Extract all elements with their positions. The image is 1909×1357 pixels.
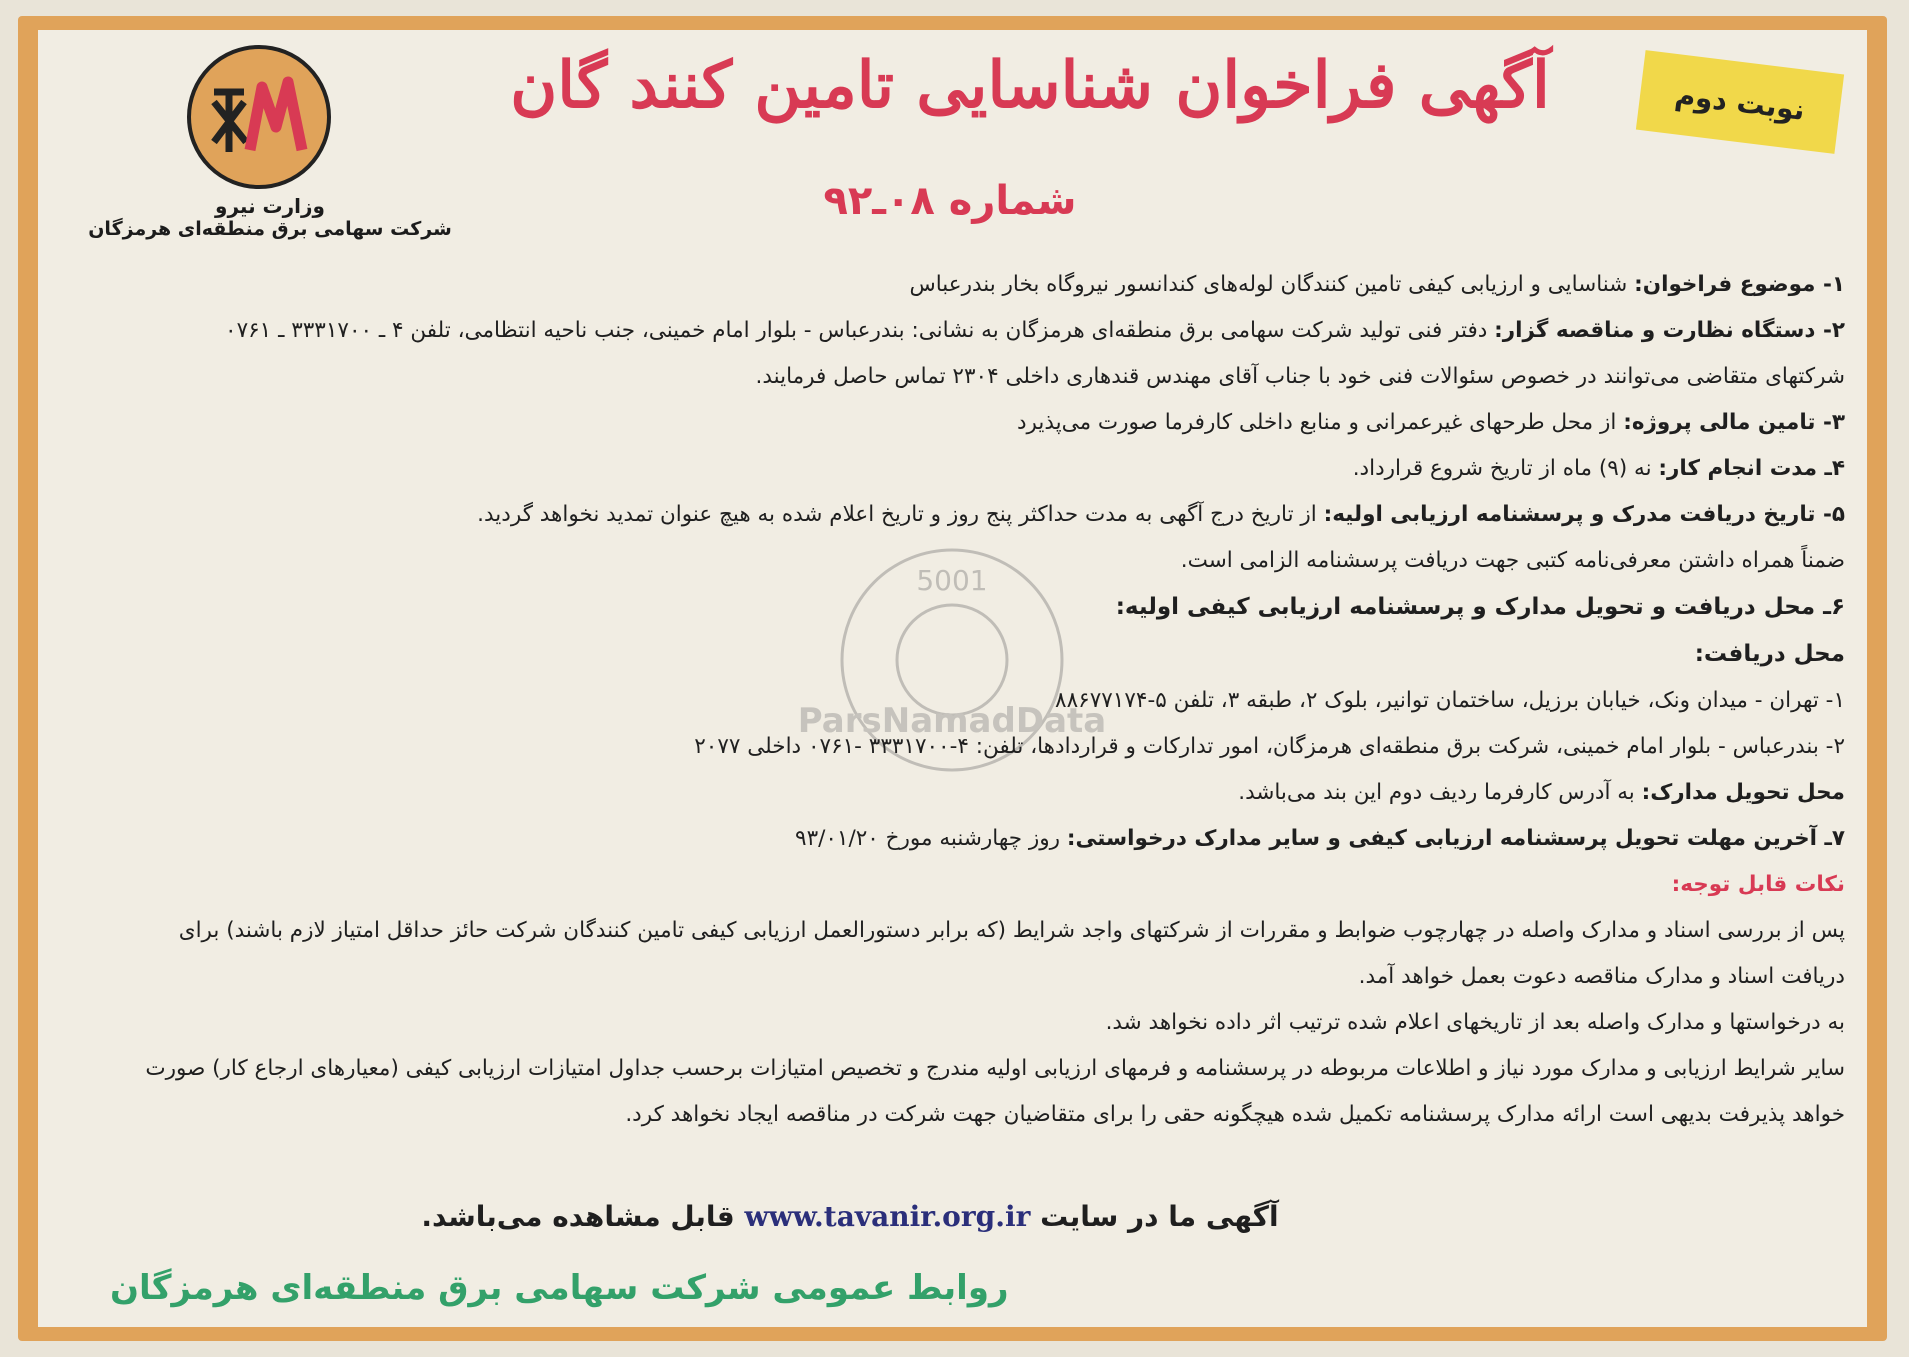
- notes-title: نکات قابل توجه:: [1671, 872, 1845, 897]
- note-1: پس از بررسی اسناد و مدارک واصله در چهارچوب ضوابط و مقررات از شرکتهای واجد شرایط (که برابر دستورالعمل ارزیابی کیفی تامین کنندگان شرکت حائز حداقل امتیاز لازم باشند) برای دریافت اسناد و مدارک مناقصه دعوت بعمل خواهد آمد.: [178, 918, 1845, 989]
- company-name: شرکت سهامی برق منطقه‌ای هرمزگان: [88, 218, 452, 240]
- ministry-logo-icon: [184, 42, 334, 192]
- item-5: ۵- تاریخ دریافت مدرک و پرسشنامه ارزیابی اولیه: از تاریخ درج آگهی به مدت حداکثر پنج روز و تاریخ اعلام شده به هیچ عنوان تمدید نخواهد گردید.: [477, 502, 1845, 527]
- item-2-note: شرکتهای متقاضی می‌توانند در خصوص سئوالات فنی خود با جناب آقای مهندس قندهاری داخلی ۲۳۰۴ تماس حاصل فرمایند.: [755, 364, 1845, 389]
- note-3: سایر شرایط ارزیابی و مدارک مورد نیاز و اطلاعات مربوطه در پرسشنامه و فرمهای ارزیابی اولیه مندرج و تخصیص امتیازات برحسب جداول امتیازات ارزیابی کیفی (معیارهای ارجاع کار) صورت خواهد پذیرفت بدیهی است ارائه مدارک پرسشنامه تکمیل شده هیچگونه حقی را برای متقاضیان جهت شرکت در مناقصه ایجاد نخواهد کرد.: [145, 1056, 1845, 1127]
- pickup-address-2: ۲- بندرعباس - بلوار امام خمینی، شرکت برق منطقه‌ای هرمزگان، امور تدارکات و قراردادها، تلفن: ۴-۳۳۳۱۷۰۰ -۰۷۶۱ داخلی ۲۰۷۷: [694, 734, 1845, 759]
- website-line: آگهی ما در سایت www.tavanir.org.ir قابل مشاهده می‌باشد.: [421, 1200, 1279, 1233]
- item-1: ۱- موضوع فراخوان: شناسایی و ارزیابی کیفی تامین کنندگان لوله‌های کندانسور نیروگاه بخار بندرعباس: [909, 272, 1845, 297]
- notice-number: شماره ۰۸ـ۹۲: [823, 178, 1077, 224]
- delivery-place: محل تحویل مدارک: به آدرس کارفرما ردیف دوم این بند می‌باشد.: [1238, 780, 1845, 805]
- item-3: ۳- تامین مالی پروژه: از محل طرحهای غیرعمرانی و منابع داخلی کارفرما صورت می‌پذیرد: [1016, 410, 1845, 435]
- svg-text:ParsNamadData: ParsNamadData: [797, 701, 1107, 741]
- item-5-note: ضمناً همراه داشتن معرفی‌نامه کتبی جهت دریافت پرسشنامه الزامی است.: [1180, 548, 1845, 573]
- footer-signature: روابط عمومی شرکت سهامی برق منطقه‌ای هرمزگان: [110, 1268, 1009, 1308]
- website-link[interactable]: www.tavanir.org.ir: [744, 1200, 1031, 1233]
- item-4: ۴ـ مدت انجام کار: نه (۹) ماه از تاریخ شروع قرارداد.: [1352, 456, 1845, 481]
- svg-text:5001: 5001: [916, 564, 988, 597]
- notice-body: [110, 262, 1845, 1138]
- item-2: ۲- دستگاه نظارت و مناقصه گزار: دفتر فنی تولید شرکت سهامی برق منطقه‌ای هرمزگان به نشانی: بندرعباس - بلوار امام خمینی، جنب ناحیه انتظامی، تلفن ۴ ـ ۳۳۳۱۷۰۰ ـ ۰۷۶۱: [225, 318, 1845, 343]
- item-6: ۶ـ محل دریافت و تحویل مدارک و پرسشنامه ارزیابی کیفی اولیه:: [1115, 594, 1845, 620]
- round-badge: نوبت دوم: [1636, 50, 1844, 154]
- note-2: به درخواستها و مدارک واصله بعد از تاریخهای اعلام شده ترتیب اثر داده نخواهد شد.: [1105, 1010, 1845, 1035]
- pickup-heading: محل دریافت:: [1694, 641, 1845, 667]
- item-7: ۷ـ آخرین مهلت تحویل پرسشنامه ارزیابی کیفی و سایر مدارک درخواستی: روز چهارشنبه مورخ ۹۳/۰۱/۲۰: [795, 826, 1845, 851]
- org-name-block: [70, 194, 470, 240]
- page-title: آگهی فراخوان شناسایی تامین کنند گان: [510, 48, 1550, 123]
- ministry-name: وزارت نیرو: [215, 194, 325, 218]
- pickup-address-1: ۱- تهران - میدان ونک، خیابان برزیل، ساختمان توانیر، بلوک ۲، طبقه ۳، تلفن ۵-۸۸۶۷۷۱۷۴: [1055, 688, 1845, 713]
